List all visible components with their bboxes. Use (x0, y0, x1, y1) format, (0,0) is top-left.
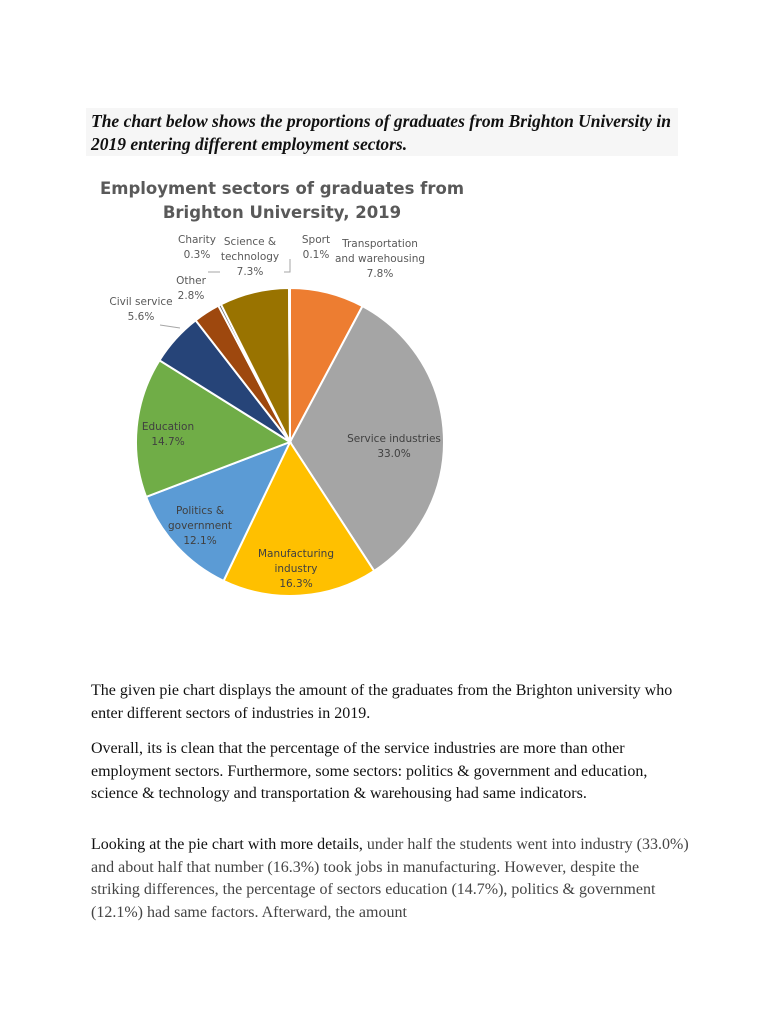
task-prompt: The chart below shows the proportions of graduates from Brighton University in 2019 entering different employment sectors. (91, 111, 672, 154)
paragraph-details-body: under half the students went into industry (33.0%) and about half that number (16.3%) took jobs in manufacturing. However, despite the striking differences, the percentage of sectors education (14.7%), politics & government (12.1%) had same factors. Afterward, the amount (91, 836, 689, 921)
chart-title-line-2: Brighton University, 2019 (162, 203, 402, 222)
pie-slice-sport (289, 288, 290, 442)
paragraph-overview: Overall, its is clean that the percentage of the service industries are more than other employment sectors. Furthermore, some sectors: politics & government and education, science & technology and transportation & warehousing had same indicators. (91, 740, 648, 802)
slice-label-civil-service: Civil service 5.6% (109, 296, 173, 323)
slice-label-other: Other 2.8% (176, 275, 206, 302)
chart-title-line-1: Employment sectors of graduates from (99, 179, 465, 198)
slice-label-transportation-and-warehousing: Transportation and warehousing 7.8% (334, 238, 426, 280)
slice-label-charity: Charity 0.3% (178, 234, 216, 261)
slice-label-politics-government: Politics & government 12.1% (167, 505, 233, 547)
leader-line-civil-service (160, 325, 180, 328)
slice-label-manufacturing-industry: Manufacturing industry 16.3% (257, 548, 335, 590)
slice-label-sport: Sport 0.1% (301, 234, 331, 261)
paragraph-details (91, 834, 691, 924)
slice-label-science-technology: Science & technology 7.3% (220, 236, 280, 278)
paragraph-details-lead: Looking at the pie chart with more details, (91, 836, 363, 853)
slice-label-service-industries: Service industries 33.0% (347, 433, 441, 460)
pie-chart (96, 172, 496, 612)
paragraph-intro: The given pie chart displays the amount of the graduates from the Brighton university who enter different sectors of industries in 2019. (91, 682, 673, 722)
leader-line-sport (284, 259, 290, 272)
slice-label-education: Education 14.7% (141, 421, 195, 448)
